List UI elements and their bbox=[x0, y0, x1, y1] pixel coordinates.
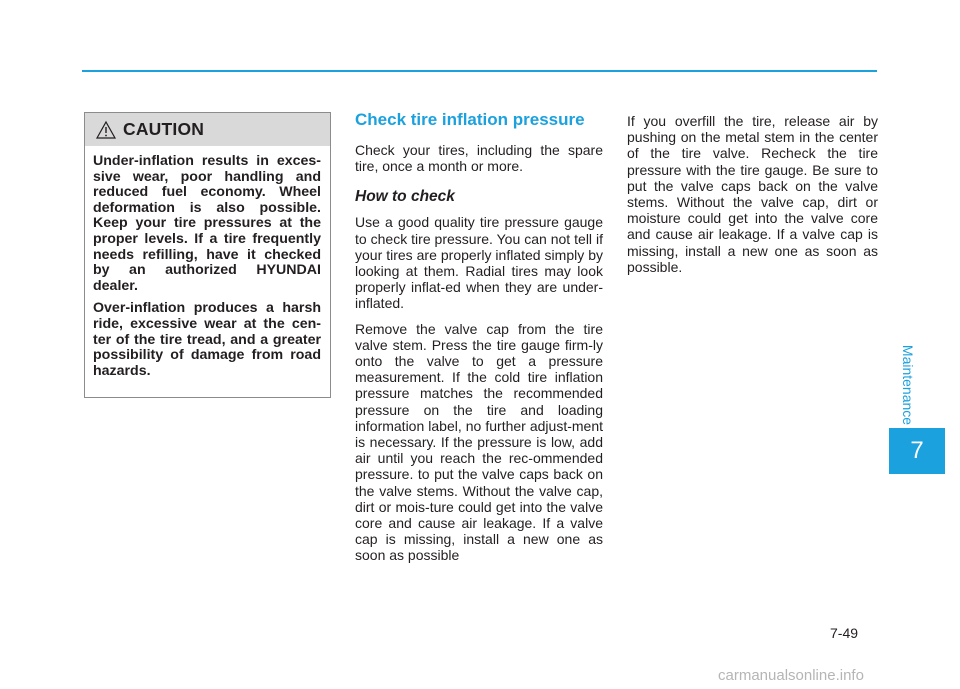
chapter-tab bbox=[889, 428, 945, 474]
middle-column bbox=[355, 110, 603, 573]
body-paragraph: Remove the valve cap from the tire valve stem. Press the tire gauge firm-ly onto the valve to get a pressure measurement. If the cold tire inflation pressure matches the recommended pressure on the tire and loading information label, no further adjust-ment is necessary. If the pressure is low, add air until you reach the rec-ommended pressure. to put the valve caps back on the valve stems. Without the valve cap, dirt or mois-ture could get into the valve core and cause air leakage. If a valve cap is missing, install a new one as soon as possible bbox=[355, 320, 603, 564]
caution-header bbox=[85, 113, 330, 146]
intro-paragraph: Check your tires, including the spare tire, once a month or more. bbox=[355, 142, 603, 175]
watermark: carmanualsonline.info bbox=[718, 667, 864, 684]
right-column bbox=[627, 113, 878, 275]
section-side-label bbox=[897, 340, 919, 430]
caution-box bbox=[84, 112, 331, 398]
top-rule bbox=[82, 70, 877, 72]
body-paragraph: If you overfill the tire, release air by pushing on the metal stem in the center of the tire valve. Recheck the tire pressure with the tire gauge. Be sure to put the valve caps back on the valve stems. Without the valve cap, dirt or moisture could get into the valve core and cause air leakage. If a valve cap is missing, install a new one as soon as possible. bbox=[627, 113, 878, 275]
caution-body bbox=[85, 146, 330, 379]
caution-paragraph: Over-inflation produces a harsh ride, excessive wear at the cen-ter of the tire tread, and a greater possibility of damage from road hazards. bbox=[93, 300, 321, 379]
section-title: Check tire inflation pressure bbox=[355, 110, 585, 129]
caution-paragraph: Under-inflation results in exces-sive wear, poor handling and reduced fuel economy. Wheel deformation is also possible. Keep your tire pressures at the proper levels. If a tire frequently needs refilling, have it checked by an authorized HYUNDAI dealer. bbox=[93, 153, 321, 294]
body-paragraph: Use a good quality tire pressure gauge to check tire pressure. You can not tell if your tires are properly inflated simply by looking at them. Radial tires may look properly inflat-ed when they are under-inflated. bbox=[355, 214, 603, 312]
subheading: How to check bbox=[355, 188, 455, 206]
chapter-number: 7 bbox=[910, 437, 924, 464]
page-number: 7-49 bbox=[830, 625, 859, 641]
section-label-text: Maintenance bbox=[900, 344, 917, 426]
warning-triangle-icon bbox=[95, 120, 117, 140]
caution-title: CAUTION bbox=[123, 119, 205, 139]
